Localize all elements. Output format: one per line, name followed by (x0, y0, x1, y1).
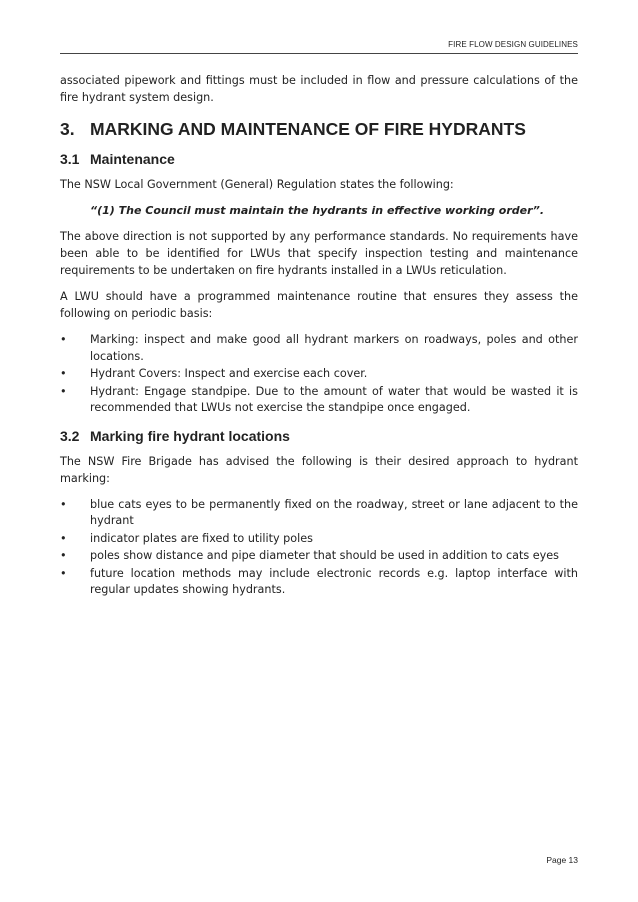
bullet-icon: • (60, 497, 67, 511)
bullet-icon: • (60, 549, 67, 562)
section-3-1-heading (60, 150, 578, 168)
list-item-text: poles show distance and pipe diameter that should be used in addition to cats eyes (90, 549, 559, 562)
list-item (60, 531, 578, 548)
regulation-quote: “(1) The Council must maintain the hydrants in effective working order”. (90, 204, 545, 217)
regulation-intro: The NSW Local Government (General) Regulation states the following: (60, 178, 454, 191)
list-item-text: Hydrant: Engage standpipe. Due to the amount of water that would be wasted it is recommended that LWUs not exercise the standpipe once engaged. (90, 384, 578, 414)
page-content (60, 72, 578, 600)
list-item (60, 497, 578, 530)
section-3-1-title: Maintenance (90, 151, 175, 167)
page-number: Page 13 (546, 855, 578, 865)
bullet-icon: • (60, 531, 67, 545)
list-item (60, 566, 578, 599)
section-3-number: 3. (60, 119, 75, 139)
intro-paragraph: associated pipework and fittings must be included in flow and pressure calculations of the fire hydrant system design. (60, 74, 578, 104)
section-3-1-number: 3.1 (60, 151, 80, 167)
section-3-2-number: 3.2 (60, 427, 80, 444)
bullet-icon: • (60, 367, 67, 380)
list-item-text: blue cats eyes to be permanently fixed on the roadway, street or lane adjacent to the hydrant (90, 497, 578, 527)
list-item-text: future location methods may include electronic records e.g. laptop interface with regular updates showing hydrants. (90, 566, 578, 596)
maintenance-list (60, 332, 578, 417)
running-header: FIRE FLOW DESIGN GUIDELINES (60, 40, 578, 54)
brigade-paragraph: The NSW Fire Brigade has advised the following is their desired approach to hydrant marking: (60, 454, 578, 485)
list-item (60, 332, 578, 365)
list-item (60, 548, 578, 565)
marking-list (60, 497, 578, 599)
section-3-2-heading (60, 427, 578, 445)
section-3-title: MARKING AND MAINTENANCE OF FIRE HYDRANTS (90, 119, 526, 139)
section-3-heading (60, 118, 578, 140)
list-item (60, 384, 578, 417)
routine-paragraph: A LWU should have a programmed maintenance routine that ensures they assess the following on periodic basis: (60, 290, 578, 320)
bullet-icon: • (60, 384, 67, 398)
list-item-text: Marking: inspect and make good all hydrant markers on roadways, poles and other locations. (90, 333, 578, 363)
bullet-icon: • (60, 333, 67, 346)
section-3-2-title: Marking fire hydrant locations (90, 427, 290, 444)
list-item-text: Hydrant Covers: Inspect and exercise each cover. (90, 367, 368, 380)
list-item (60, 366, 578, 383)
bullet-icon: • (60, 566, 67, 580)
list-item-text: indicator plates are fixed to utility poles (90, 531, 313, 545)
direction-paragraph: The above direction is not supported by any performance standards. No requirements have been able to be identified for LWUs that specify inspection testing and maintenance requirements to be undertaken on fire hydrants installed in a LWUs reticulation. (60, 230, 578, 277)
